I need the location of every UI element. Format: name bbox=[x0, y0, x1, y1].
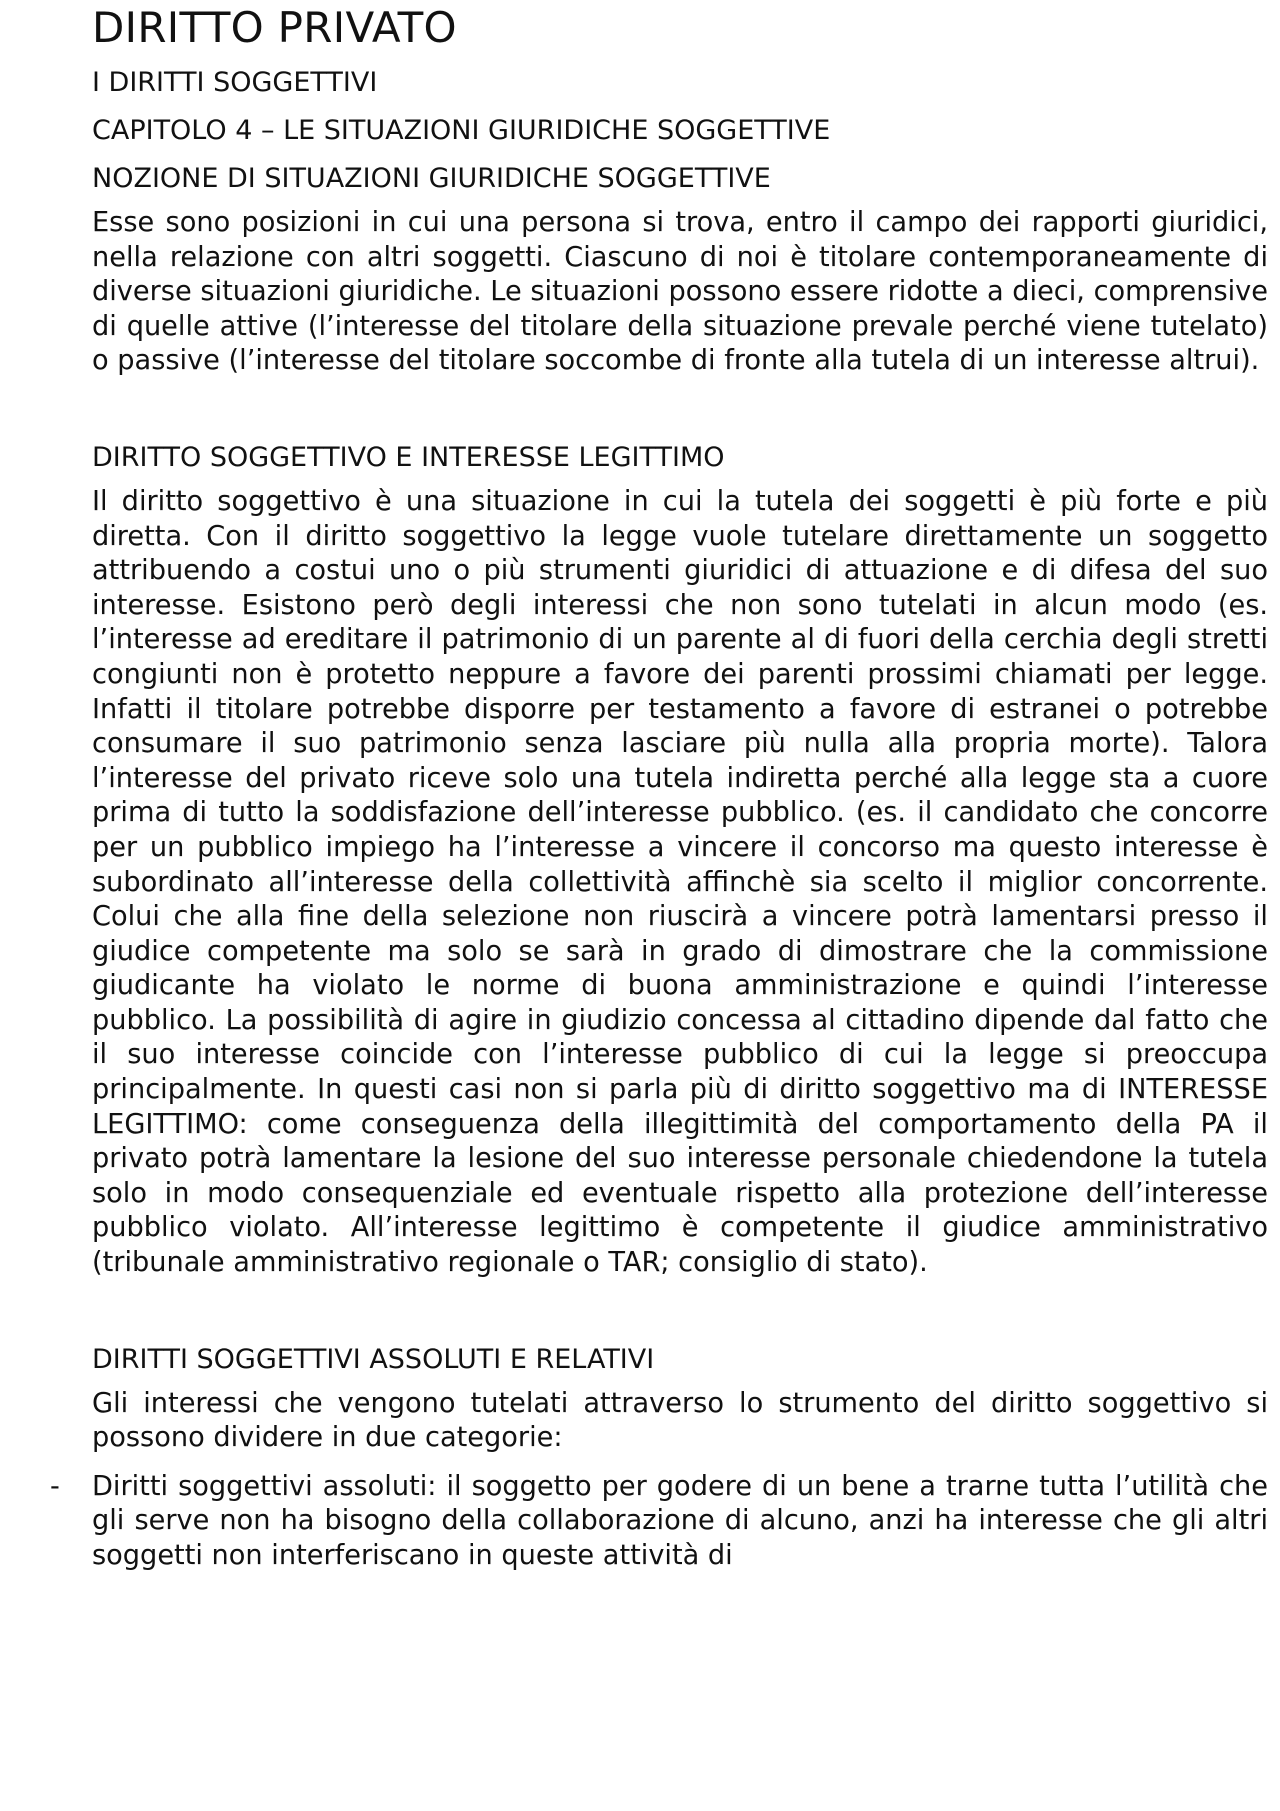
rights-category-list bbox=[50, 1470, 1268, 1574]
section-paragraph-assoluti-relativi: Gli interessi che vengono tutelati attraverso lo strumento del diritto soggettivo si possono dividere in due categorie: bbox=[92, 1387, 1268, 1454]
document-title: DIRITTO PRIVATO bbox=[92, 3, 457, 52]
section-heading-diritto-soggettivo: DIRITTO SOGGETTIVO E INTERESSE LEGITTIMO bbox=[92, 441, 725, 473]
list-item-text: Diritti soggettivi assoluti: il soggetto per godere di un bene a trarne tutta l’utilità che gli serve non ha bisogno della collaborazione di alcuno, anzi ha interesse che gli altri soggetti non interferiscano in queste attività di bbox=[92, 1470, 1268, 1571]
part-heading: I DIRITTI SOGGETTIVI bbox=[92, 67, 378, 98]
list-dash-marker: - bbox=[50, 1470, 60, 1502]
section-heading-nozione: NOZIONE DI SITUAZIONI GIURIDICHE SOGGETTIVE bbox=[92, 163, 771, 194]
list-item bbox=[50, 1470, 1268, 1574]
section-paragraph-nozione: Esse sono posizioni in cui una persona si trova, entro il campo dei rapporti giuridici, nella relazione con altri soggetti. Ciascuno di noi è titolare contemporaneamente di diverse situazioni giuridiche. Le situazioni possono essere ridotte a dieci, comprensive di quelle attive (l’interesse del titolare della situazione prevale perché viene tutelato) o passive (l’interesse del titolare soccombe di fronte alla tutela di un interesse altrui). bbox=[92, 207, 1268, 377]
section-paragraph-diritto-soggettivo: Il diritto soggettivo è una situazione in cui la tutela dei soggetti è più forte e più diretta. Con il diritto soggettivo la legge vuole tutelare direttamente un soggetto attribuendo a costui uno o più strumenti giuridici di attuazione e di difesa del suo interesse. Esistono però degli interessi che non sono tutelati in alcun modo (es. l’interesse ad ereditare il patrimonio di un parente al di fuori della cerchia degli stretti congiunti non è protetto neppure a favore dei parenti prossimi chiamati per legge. Infatti il titolare potrebbe disporre per testamento a favore di estranei o potrebbe consumare il suo patrimonio senza lasciare più nulla alla propria morte). Talora l’interesse del privato riceve solo una tutela indiretta perché alla legge sta a cuore prima di tutto la soddisfazione dell’interesse pubblico. (es. il candidato che concorre per un pubblico impiego ha l’interesse a vincere il concorso ma questo interesse è subordinato all’interesse della collettività affinchè sia scelto il miglior concorrente. Colui che alla fine della selezione non riuscirà a vincere potrà lamentarsi presso il giudice competente ma solo se sarà in grado di dimostrare che la commissione giudicante ha violato le norme di buona amministrazione e quindi l’interesse pubblico. La possibilità di agire in giudizio concessa al cittadino dipende dal fatto che il suo interesse coincide con l’interesse pubblico di cui la legge si preoccupa principalmente. In questi casi non si parla più di diritto soggettivo ma di INTERESSE LEGITTIMO: come conseguenza della illegittimità del comportamento della PA il privato potrà lamentare la lesione del suo interesse personale chiedendone la tutela solo in modo consequenziale ed eventuale rispetto alla protezione dell’interesse pubblico violato. All’interesse legittimo è competente il giudice amministrativo (tribunale amministrativo regionale o TAR; consiglio di stato). bbox=[92, 485, 1268, 1279]
document-page bbox=[50, 0, 1268, 1574]
chapter-heading: CAPITOLO 4 – LE SITUAZIONI GIURIDICHE SOGGETTIVE bbox=[92, 115, 831, 146]
section-heading-assoluti-relativi: DIRITTI SOGGETTIVI ASSOLUTI E RELATIVI bbox=[92, 1343, 655, 1375]
